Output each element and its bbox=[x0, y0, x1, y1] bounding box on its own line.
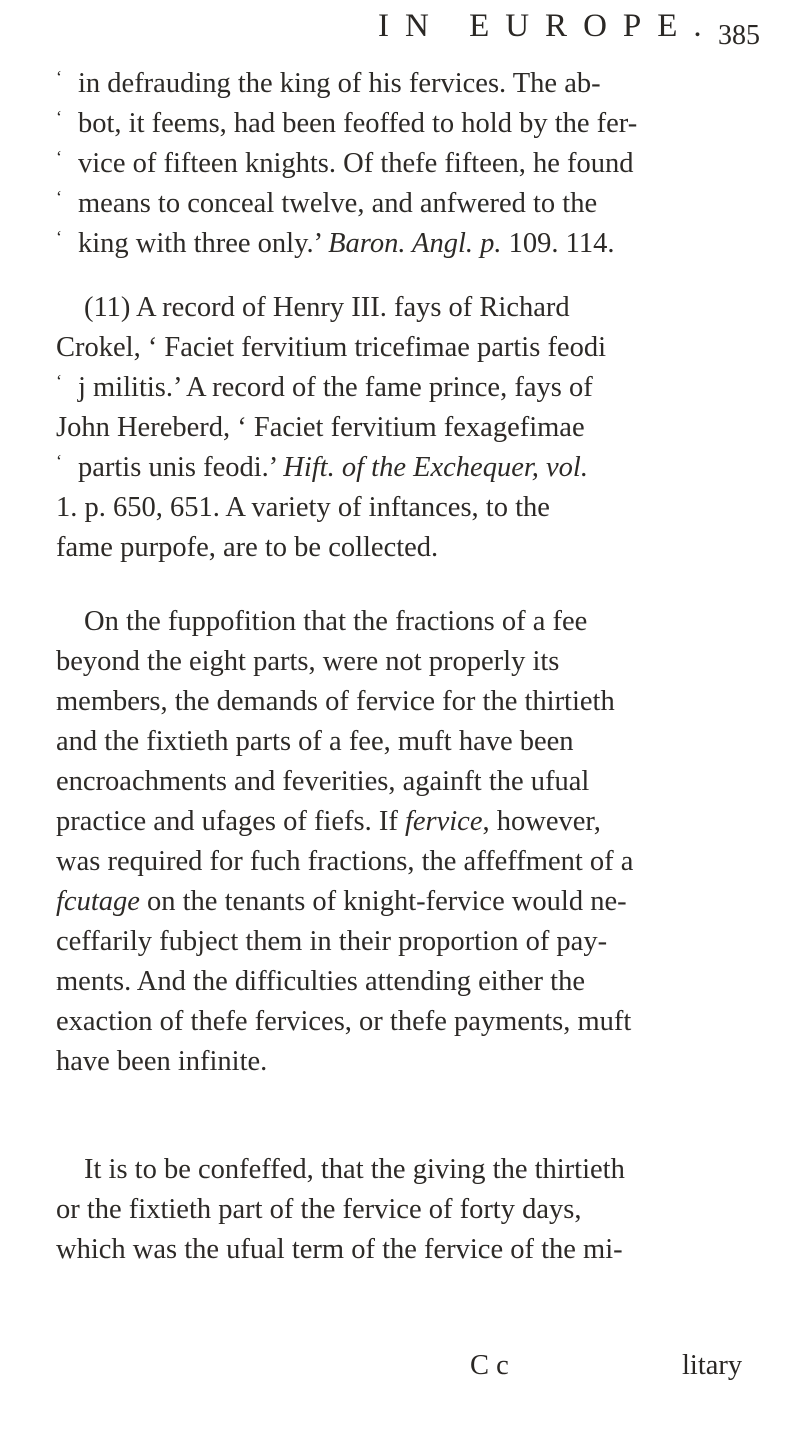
text-line: It is to be confeffed, that the giving the thirtieth bbox=[84, 1154, 625, 1185]
text-line: which was the ufual term of the fervice of the mi- bbox=[56, 1234, 623, 1265]
paragraph-continued bbox=[56, 64, 796, 264]
text-line: ‘ means to conceal twelve, and anfwered to the bbox=[56, 187, 598, 219]
catchword: litary bbox=[682, 1350, 743, 1381]
text-line: Crokel, ‘ Faciet fervitium tricefimae partis feodi bbox=[56, 332, 607, 363]
page-footer bbox=[0, 1350, 800, 1390]
paragraph-fractions bbox=[56, 602, 796, 1082]
text-line: ‘ bot, it feems, had been feoffed to hold by the fer- bbox=[56, 107, 638, 139]
running-head: IN EUROPE. bbox=[378, 8, 718, 44]
page-number: 385 bbox=[718, 20, 760, 51]
text-line: ‘ king with three only.’ Baron. Angl. p. 109. 114. bbox=[56, 227, 615, 259]
text-line: encroachments and feverities, againft the ufual bbox=[56, 766, 590, 797]
text-line: 1. p. 650, 651. A variety of inftances, to the bbox=[56, 492, 550, 523]
text-line: beyond the eight parts, were not properly its bbox=[56, 646, 560, 677]
text-line: ‘ in defrauding the king of his fervices. The ab- bbox=[56, 67, 601, 99]
text-line: or the fixtieth part of the fervice of forty days, bbox=[56, 1194, 582, 1225]
text-line: members, the demands of fervice for the thirtieth bbox=[56, 686, 615, 717]
text-line: John Hereberd, ‘ Faciet fervitium fexagefimae bbox=[56, 412, 585, 443]
text-line: fame purpofe, are to be collected. bbox=[56, 532, 439, 563]
signature-mark: C c bbox=[470, 1350, 509, 1381]
paragraph-note-11 bbox=[56, 288, 796, 568]
text-line: and the fixtieth parts of a fee, muft have been bbox=[56, 726, 574, 757]
text-line: exaction of thefe fervices, or thefe payments, muft bbox=[56, 1006, 632, 1037]
text-line: was required for fuch fractions, the affeffment of a bbox=[56, 846, 634, 877]
citation: Baron. Angl. p. bbox=[328, 228, 502, 259]
citation: Hift. of the Exchequer, vol. bbox=[283, 452, 588, 483]
emphasis: fervice bbox=[404, 806, 483, 837]
text-line: ments. And the difficulties attending either the bbox=[56, 966, 585, 997]
text-line: fcutage on the tenants of knight-fervice would ne- bbox=[56, 886, 627, 917]
emphasis: fcutage bbox=[56, 886, 140, 917]
text-line: ‘ vice of fifteen knights. Of thefe fifteen, he found bbox=[56, 147, 634, 179]
text-line: have been infinite. bbox=[56, 1046, 268, 1077]
text-line: (11) A record of Henry III. fays of Richard bbox=[84, 292, 570, 323]
text-line: ‘ j militis.’ A record of the fame prince, fays of bbox=[56, 371, 593, 403]
text-line: practice and ufages of fiefs. If fervice, however, bbox=[56, 806, 601, 837]
text-line: ceffarily fubject them in their proportion of pay- bbox=[56, 926, 608, 957]
text-line: ‘ partis unis feodi.’ Hift. of the Exchequer, vol. bbox=[56, 451, 588, 483]
text-line: On the fuppofition that the fractions of a fee bbox=[84, 606, 588, 637]
paragraph-confession bbox=[56, 1150, 796, 1270]
